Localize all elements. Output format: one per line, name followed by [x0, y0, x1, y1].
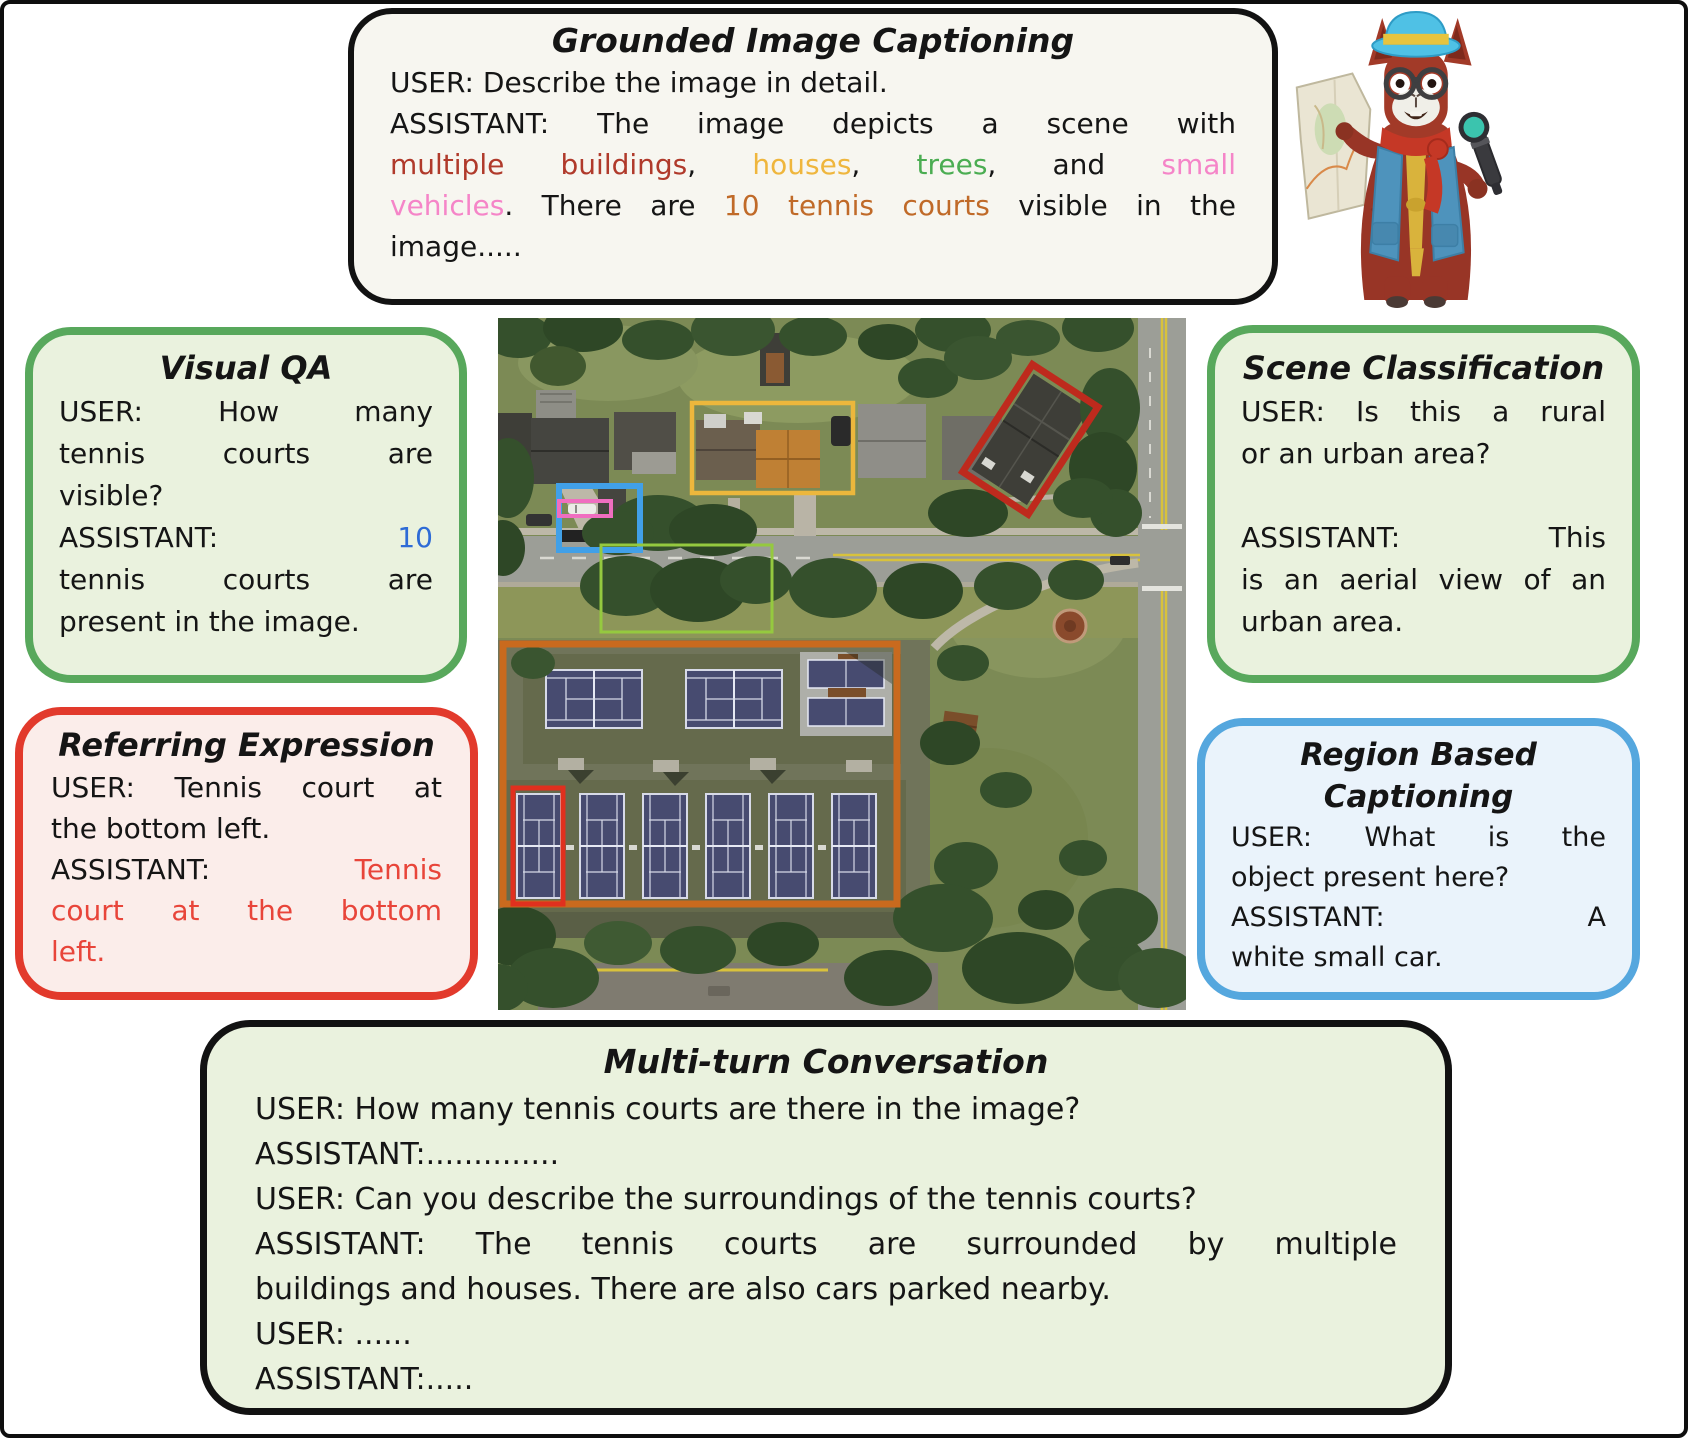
text-segment: USER: Can you describe the surroundings of the tennis courts?: [255, 1182, 1197, 1217]
text-segment: . There are: [504, 189, 724, 222]
text-segment: ,: [687, 148, 753, 181]
text-segment: USER: Describe the image in detail.: [390, 66, 888, 99]
dialogue-line: [255, 1177, 1397, 1222]
dialogue-line: [59, 475, 433, 517]
dialogue-line: [390, 185, 1236, 226]
text-segment: ASSISTANT: The image depicts a scene with: [390, 107, 1236, 140]
dialogue-line: [51, 890, 442, 931]
dialogue-region: [1231, 818, 1606, 978]
panel-title-scene: Scene Classification: [1242, 349, 1605, 387]
text-segment: trees: [916, 148, 988, 181]
dialogue-line: [390, 62, 1236, 103]
dialogue-line: [1241, 517, 1606, 559]
dialogue-line: [255, 1312, 1397, 1357]
dialogue-line: [1231, 858, 1606, 898]
text-segment: or an urban area?: [1241, 437, 1491, 470]
text-segment: small: [1161, 148, 1236, 181]
pickleball-courts: [800, 652, 892, 736]
dialogue-line: [59, 601, 433, 643]
tennis-court: [580, 794, 624, 898]
dialogue-visual-qa: [59, 391, 433, 643]
text-segment: ASSISTANT: A: [1231, 902, 1606, 933]
dialogue-line: [59, 517, 433, 559]
tennis-court: [832, 794, 876, 898]
text-segment: ASSISTANT: This: [1241, 521, 1606, 554]
text-segment: court at the bottom: [51, 894, 442, 927]
dialogue-line: [1231, 818, 1606, 858]
text-segment: is an aerial view of an: [1241, 563, 1606, 596]
dialogue-line: [59, 433, 433, 475]
tennis-court: [706, 794, 750, 898]
hat-icon: [1372, 12, 1459, 57]
text-segment: visible?: [59, 479, 164, 512]
dialogue-line: [51, 849, 442, 890]
text-segment: ASSISTANT:..............: [255, 1137, 560, 1172]
text-segment: urban area.: [1241, 605, 1404, 638]
text-segment: present in the image.: [59, 605, 360, 638]
text-segment: ASSISTANT:: [51, 853, 355, 886]
text-segment: USER: Is this a rural: [1241, 395, 1606, 428]
text-segment: ASSISTANT: The tennis courts are surrounded by multiple: [255, 1227, 1397, 1262]
text-segment: USER: ......: [255, 1317, 412, 1352]
dialogue-line: [255, 1267, 1397, 1312]
text-segment: white small car.: [1231, 942, 1443, 973]
aerial-image: [498, 318, 1186, 1010]
tennis-court: [643, 794, 687, 898]
panel-scene-classification: [1207, 325, 1640, 683]
panel-title-region: Region Based Captioning: [1300, 737, 1537, 815]
panel-title-referring: Referring Expression: [58, 726, 435, 764]
text-segment: 10 tennis courts: [723, 189, 990, 222]
dialogue-line: [59, 559, 433, 601]
dialogue-referring: [51, 767, 442, 972]
panel-visual-qa: [25, 327, 467, 683]
dialogue-line: [1241, 559, 1606, 601]
dialogue-line: [255, 1132, 1397, 1177]
text-segment: Tennis: [354, 853, 442, 886]
panel-region-captioning: [1197, 718, 1640, 1000]
dialogue-line: [59, 391, 433, 433]
panel-title-grounded: Grounded Image Captioning: [551, 21, 1075, 60]
text-segment: USER: How many tennis courts are there in the image?: [255, 1092, 1081, 1127]
panel-referring-expression: [15, 707, 478, 1000]
panel-multiturn-conversation: [200, 1020, 1452, 1415]
text-segment: the bottom left.: [51, 812, 271, 845]
dialogue-line: [51, 931, 442, 972]
text-segment: USER: How many: [59, 395, 433, 428]
tennis-court: [546, 670, 642, 728]
llama-mascot-svg: [1283, 10, 1539, 308]
text-segment: left.: [51, 935, 106, 968]
llama-mascot: [1283, 10, 1539, 308]
tennis-court: [769, 794, 813, 898]
text-segment: object present here?: [1231, 862, 1510, 893]
dialogue-line: [1241, 433, 1606, 475]
dialogue-line: [255, 1222, 1397, 1267]
text-segment: ASSISTANT:: [59, 521, 398, 554]
dialogue-line: [51, 808, 442, 849]
dialogue-line: [1241, 601, 1606, 643]
text-segment: houses: [752, 148, 852, 181]
text-segment: tennis courts are: [59, 437, 433, 470]
panel-title-visual-qa: Visual QA: [159, 349, 333, 387]
aerial-image-svg: [498, 318, 1186, 1010]
dialogue-line: [1241, 475, 1606, 517]
dialogue-line: [390, 144, 1236, 185]
text-segment: USER: What is the: [1231, 822, 1606, 853]
dialogue-line: [390, 103, 1236, 144]
text-segment: ASSISTANT:.....: [255, 1362, 474, 1397]
dialogue-line: [1231, 898, 1606, 938]
text-segment: multiple buildings: [390, 148, 688, 181]
text-segment: visible in the: [989, 189, 1236, 222]
text-segment: ,: [851, 148, 917, 181]
dialogue-scene: [1241, 391, 1606, 643]
text-segment: 10: [397, 521, 433, 554]
panel-title-multiturn: Multi-turn Conversation: [603, 1042, 1049, 1081]
tennis-court: [517, 794, 561, 898]
tennis-court: [686, 670, 782, 728]
text-segment: tennis courts are: [59, 563, 433, 596]
dialogue-line: [390, 226, 1236, 267]
dialogue-multiturn: [255, 1087, 1397, 1402]
text-segment: image.....: [390, 230, 522, 263]
text-segment: , and: [987, 148, 1162, 181]
dialogue-line: [51, 767, 442, 808]
dialogue-line: [255, 1357, 1397, 1402]
text-segment: vehicles: [390, 189, 505, 222]
dialogue-line: [1231, 938, 1606, 978]
text-segment: buildings and houses. There are also cars parked nearby.: [255, 1272, 1111, 1307]
dialogue-line: [1241, 391, 1606, 433]
panel-grounded-captioning: [348, 8, 1278, 305]
dialogue-grounded: [390, 62, 1236, 267]
dialogue-line: [255, 1087, 1397, 1132]
text-segment: USER: Tennis court at: [51, 771, 442, 804]
